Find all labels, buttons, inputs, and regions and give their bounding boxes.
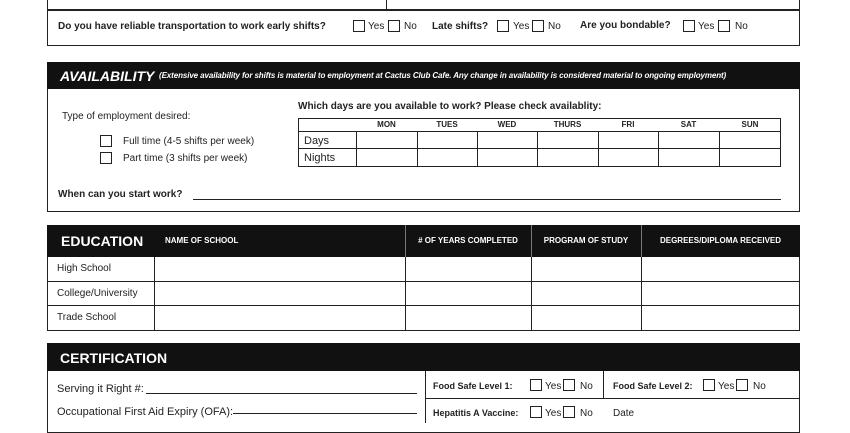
bond-no-label: No	[735, 21, 748, 32]
cell-days-sat[interactable]	[658, 131, 720, 149]
edu-header-divider-3	[641, 225, 642, 257]
transport-yes-checkbox[interactable]	[353, 20, 365, 32]
cert-divider-2	[603, 371, 604, 399]
top-box-partial	[47, 0, 800, 10]
row-label-days-text: Days	[304, 135, 330, 147]
food-safe-2-label: Food Safe Level 2:	[613, 381, 693, 391]
cell-days-sun[interactable]	[719, 131, 781, 149]
hepatitis-yes-label: Yes	[545, 408, 562, 419]
food-safe-2-yes-label: Yes	[718, 381, 735, 392]
edu-col-line-4	[641, 257, 642, 331]
late-yes-checkbox[interactable]	[497, 20, 509, 32]
row-label-nights-text: Nights	[304, 152, 336, 164]
food-safe-1-yes-checkbox[interactable]	[530, 379, 542, 391]
edu-row-trade: Trade School	[57, 312, 117, 323]
late-no-label: No	[548, 21, 561, 32]
cert-divider-1	[425, 371, 426, 423]
employment-type-label: Type of employment desired:	[62, 111, 191, 122]
certification-header	[47, 343, 800, 371]
col-program-of-study: PROGRAM OF STUDY	[543, 236, 629, 245]
edu-row-line-2	[47, 305, 800, 306]
day-sat: SAT	[680, 120, 697, 129]
edu-col-line-3	[531, 257, 532, 331]
edu-col-line-2	[405, 257, 406, 331]
day-fri: FRI	[621, 120, 635, 129]
food-safe-2-no-label: No	[753, 381, 766, 392]
late-shifts-label: Late shifts?	[432, 21, 489, 32]
hepatitis-yes-checkbox[interactable]	[530, 406, 542, 418]
edu-header-divider-1	[405, 225, 406, 257]
transport-no-checkbox[interactable]	[388, 20, 400, 32]
cell-nights-sat[interactable]	[658, 148, 720, 167]
cell-days-mon[interactable]	[356, 131, 418, 149]
day-thurs: THURS	[553, 120, 582, 129]
food-safe-2-no-checkbox[interactable]	[736, 379, 748, 391]
cell-nights-thurs[interactable]	[537, 148, 599, 167]
education-title: EDUCATION	[61, 233, 144, 249]
hepatitis-no-checkbox[interactable]	[563, 406, 575, 418]
day-tues: TUES	[436, 120, 458, 129]
cell-days-tues[interactable]	[417, 131, 478, 149]
late-yes-label: Yes	[513, 21, 530, 32]
col-name-of-school: NAME OF SCHOOL	[165, 236, 239, 245]
edu-row-college: College/University	[57, 288, 138, 299]
col-years-completed: # OF YEARS COMPLETED	[418, 236, 518, 245]
cell-nights-wed[interactable]	[477, 148, 538, 167]
availability-subtitle: (Extensive availability for shifts is material to employment at Cactus Club Cafe. Any change in availability is considered material to ongoing employment)	[159, 71, 727, 80]
first-aid-label: Occupational First Aid Expiry (OFA):	[57, 406, 234, 418]
top-divider	[386, 0, 387, 9]
late-no-checkbox[interactable]	[532, 20, 544, 32]
bond-yes-checkbox[interactable]	[683, 20, 695, 32]
days-question: Which days are you available to work? Please check availablity:	[298, 101, 602, 112]
food-safe-1-yes-label: Yes	[545, 381, 562, 392]
day-sun: SUN	[741, 120, 759, 129]
col-degrees-received: DEGREES/DIPLOMA RECEIVED	[659, 236, 782, 245]
cell-days-wed[interactable]	[477, 131, 538, 149]
edu-row-high-school: High School	[57, 263, 111, 274]
availability-header	[47, 62, 800, 89]
bondable-label: Are you bondable?	[580, 20, 671, 31]
day-wed: WED	[497, 120, 517, 129]
transport-no-label: No	[404, 21, 417, 32]
part-time-label: Part time (3 shifts per week)	[123, 153, 248, 164]
availability-title: AVAILABILITY	[60, 68, 155, 84]
hepatitis-date-label: Date	[613, 408, 635, 419]
availability-grid	[298, 118, 781, 172]
bond-yes-label: Yes	[698, 21, 715, 32]
part-time-checkbox[interactable]	[100, 152, 112, 164]
cell-nights-mon[interactable]	[356, 148, 418, 167]
cell-nights-tues[interactable]	[417, 148, 478, 167]
serving-it-right-input[interactable]	[146, 393, 417, 394]
edu-header-divider-2	[531, 225, 532, 257]
first-aid-input[interactable]	[233, 413, 417, 414]
food-safe-2-yes-checkbox[interactable]	[703, 379, 715, 391]
transport-question: Do you have reliable transportation to work early shifts?	[58, 21, 326, 32]
edu-row-line-1	[47, 281, 800, 282]
food-safe-1-label: Food Safe Level 1:	[433, 381, 513, 391]
edu-col-line-1	[154, 257, 155, 331]
cell-days-thurs[interactable]	[537, 131, 599, 149]
full-time-label: Full time (4-5 shifts per week)	[123, 136, 255, 147]
day-mon: MON	[377, 120, 396, 129]
cell-nights-fri[interactable]	[598, 148, 659, 167]
start-work-label: When can you start work?	[58, 189, 183, 200]
full-time-checkbox[interactable]	[100, 135, 112, 147]
hepatitis-no-label: No	[580, 408, 593, 419]
hepatitis-label: Hepatitis A Vaccine:	[433, 408, 519, 418]
cert-row-line	[425, 398, 800, 399]
cell-days-fri[interactable]	[598, 131, 659, 149]
cell-nights-sun[interactable]	[719, 148, 781, 167]
food-safe-1-no-checkbox[interactable]	[563, 379, 575, 391]
start-work-input[interactable]	[193, 199, 781, 200]
bond-no-checkbox[interactable]	[718, 20, 730, 32]
serving-it-right-label: Serving it Right #:	[57, 383, 144, 395]
certification-title: CERTIFICATION	[60, 350, 168, 366]
transport-yes-label: Yes	[368, 21, 385, 32]
food-safe-1-no-label: No	[580, 381, 593, 392]
